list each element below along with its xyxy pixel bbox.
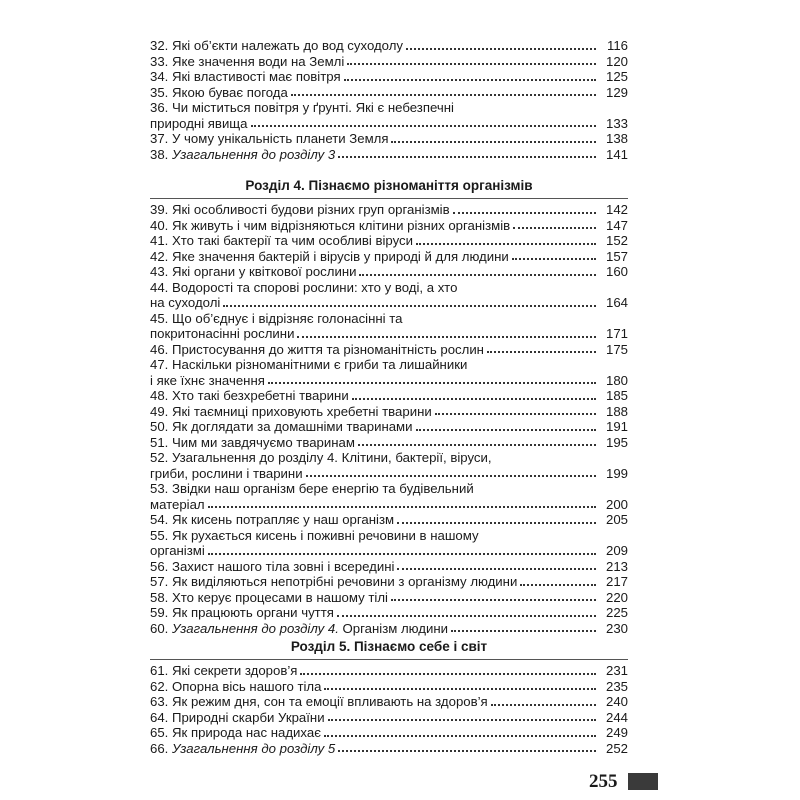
toc-entry-page-number: 133 xyxy=(605,115,628,131)
toc-entry-page-number: 200 xyxy=(605,496,628,512)
toc-entry-row xyxy=(150,54,628,70)
toc-entry-page-number: 175 xyxy=(605,341,628,357)
dot-leader xyxy=(291,94,596,96)
toc-entry-title-line1: 44. Водорості та спорові рослини: хто у воді, а хто xyxy=(150,279,458,295)
toc-entry[interactable] xyxy=(150,202,628,218)
dot-leader xyxy=(344,79,596,81)
toc-entry-page-number: 225 xyxy=(605,605,628,620)
dot-leader xyxy=(397,522,596,524)
dot-leader xyxy=(397,568,596,570)
toc-entry-italic-title: Узагальнення до розділу 3 xyxy=(172,146,336,162)
toc-entry-page-number: 205 xyxy=(605,512,628,527)
dot-leader xyxy=(208,506,596,508)
dot-leader xyxy=(347,63,596,65)
toc-entry-title: природні явища xyxy=(150,115,248,131)
toc-entry-page-number: 252 xyxy=(605,740,628,756)
toc-entry[interactable] xyxy=(150,679,628,695)
toc-entry-row xyxy=(150,342,628,358)
toc-entry-page-number: 220 xyxy=(605,589,628,605)
toc-entry-row xyxy=(150,388,628,404)
toc-entry-page-number: 213 xyxy=(605,558,628,574)
toc-entry[interactable] xyxy=(150,280,628,311)
dot-leader xyxy=(491,704,596,706)
toc-entry[interactable] xyxy=(150,710,628,726)
dot-leader xyxy=(487,351,596,353)
toc-entry-subtitle: Організм людини xyxy=(338,620,448,636)
toc-entry-title: 65. Як природа нас надихає xyxy=(150,725,321,740)
toc-entry-title: 40. Як живуть і чим відрізняються клітини різних організмів xyxy=(150,217,511,233)
toc-entry[interactable] xyxy=(150,574,628,590)
toc-entry-title: 39. Які особливості будови різних груп організмів xyxy=(150,202,450,217)
toc-entry-page-number: 231 xyxy=(605,663,628,678)
toc-entry[interactable] xyxy=(150,590,628,606)
toc-entry-page-number: 160 xyxy=(605,264,628,279)
toc-entry-page-number: 116 xyxy=(606,38,628,53)
dot-leader xyxy=(520,584,596,586)
dot-leader xyxy=(358,444,596,446)
toc-entry-title: гриби, рослини і тварини xyxy=(150,465,303,481)
toc-entry-title: 41. Хто такі бактерії та чим особливі віруси xyxy=(150,233,414,248)
toc-entry[interactable] xyxy=(150,147,628,163)
toc-entry-page-number: 120 xyxy=(605,53,628,69)
dot-leader xyxy=(391,141,596,143)
toc-entry-title: 32. Які об’єкти належать до вод суходолу xyxy=(150,38,404,53)
toc-entry-title: організмі xyxy=(150,543,205,558)
dot-leader xyxy=(416,429,597,431)
toc-entry-title: 35. Якою буває погода xyxy=(150,84,288,100)
toc-entry-page-number: 180 xyxy=(605,372,628,388)
toc-entry-row xyxy=(150,559,628,575)
toc-entry-title: матеріал xyxy=(150,496,205,512)
toc-entry[interactable] xyxy=(150,357,628,388)
toc-entry-row xyxy=(150,295,628,311)
dot-leader xyxy=(208,553,596,555)
toc-entry-title: 42. Яке значення бактерій і вірусів у природі й для людини xyxy=(150,248,509,264)
dot-leader xyxy=(435,413,596,415)
dot-leader xyxy=(391,599,596,601)
toc-entry-row xyxy=(150,249,628,265)
dot-leader xyxy=(513,227,596,229)
corner-thumb-tab xyxy=(628,773,658,790)
toc-entry-title: 49. Які таємниці приховують хребетні тварини xyxy=(150,403,432,419)
toc-entry-title: покритонасінні рослини xyxy=(150,326,295,341)
dot-leader xyxy=(324,735,596,737)
dot-leader xyxy=(352,398,596,400)
dot-leader xyxy=(338,750,596,752)
toc-entry-title-line1: 55. Як рухається кисень і поживні речовини в нашому xyxy=(150,527,479,543)
toc-entry-row xyxy=(150,326,628,342)
toc-entry[interactable] xyxy=(150,54,628,70)
toc-entry-title-line1: 53. Звідки наш організм бере енергію та будівельний xyxy=(150,481,474,496)
toc-entry-italic-title: Узагальнення до розділу 4. xyxy=(172,620,339,636)
dot-leader xyxy=(416,243,596,245)
toc-entry[interactable] xyxy=(150,388,628,404)
toc-entry-title: 34. Які властивості має повітря xyxy=(150,69,341,84)
toc-entry-page-number: 125 xyxy=(605,69,628,84)
toc-entry[interactable] xyxy=(150,741,628,757)
toc-entry-row xyxy=(150,264,628,280)
toc-entry-row xyxy=(150,621,628,637)
toc-entry[interactable] xyxy=(150,663,628,679)
dot-leader xyxy=(328,719,596,721)
toc-entry-number: 52. xyxy=(150,450,172,465)
toc-entry-italic-title: Узагальнення до розділу 4. xyxy=(172,450,338,465)
dot-leader xyxy=(338,156,596,158)
dot-leader xyxy=(453,212,596,214)
toc-entry-row xyxy=(150,419,628,435)
toc-entry-title: 59. Як працюють органи чуття xyxy=(150,605,334,620)
toc-entry-page-number: 164 xyxy=(605,295,628,310)
toc-entry-italic-title: Узагальнення до розділу 5 xyxy=(172,740,336,756)
toc-entry-row xyxy=(150,69,628,85)
toc-entry-page-number: 199 xyxy=(605,465,628,481)
toc-entry[interactable] xyxy=(150,249,628,265)
toc-entry[interactable] xyxy=(150,311,628,342)
toc-entry[interactable] xyxy=(150,528,628,559)
toc-entry[interactable] xyxy=(150,264,628,280)
toc-entry-row xyxy=(150,694,628,710)
toc-entry-row xyxy=(150,512,628,528)
section-5-heading: Розділ 5. Пізнаємо себе і світ xyxy=(290,639,488,654)
toc-entry-row xyxy=(150,605,628,621)
toc-entry-row xyxy=(150,725,628,741)
toc-entry-row xyxy=(150,202,628,218)
toc-entry-row xyxy=(150,147,628,163)
toc-entry[interactable] xyxy=(150,694,628,710)
toc-entry-title: 64. Природні скарби України xyxy=(150,709,325,725)
toc-entry-page-number: 244 xyxy=(605,709,628,725)
toc-entry[interactable] xyxy=(150,69,628,85)
toc-entry-page-number: 138 xyxy=(605,131,628,146)
toc-entry[interactable] xyxy=(150,605,628,621)
dot-leader xyxy=(223,305,596,307)
toc-entry-row xyxy=(150,679,628,695)
toc-entry-title: 48. Хто такі безхребетні тварини xyxy=(150,388,349,403)
page-number: 255 xyxy=(589,771,618,792)
toc-entry-title-line1 xyxy=(150,450,628,466)
toc-entry-row xyxy=(150,497,628,513)
toc-entry[interactable] xyxy=(150,559,628,575)
toc-entry-title xyxy=(150,147,335,163)
toc-entry-row xyxy=(150,85,628,101)
toc-entry[interactable] xyxy=(150,621,628,637)
toc-entry-title: 50. Як доглядати за домашніми тваринами xyxy=(150,419,413,434)
toc-entry-row xyxy=(150,38,628,54)
dot-leader xyxy=(251,125,597,127)
toc-entry-number: 66. xyxy=(150,740,172,756)
toc-entry-page-number: 171 xyxy=(605,326,628,341)
toc-entry-page-number: 147 xyxy=(605,217,628,233)
toc-entry-row xyxy=(150,543,628,559)
toc-entry-title: 57. Як виділяються непотрібні речовини з організму людини xyxy=(150,574,518,589)
toc-entry-row xyxy=(150,574,628,590)
section-4-heading: Розділ 4. Пізнаємо різноманіття організмів xyxy=(245,178,533,193)
toc-entry[interactable] xyxy=(150,435,628,451)
toc-entry-title: 61. Які секрети здоров’я xyxy=(150,663,298,678)
toc-entry[interactable] xyxy=(150,512,628,528)
toc-entry-page-number: 230 xyxy=(605,620,628,636)
toc-list-section5 xyxy=(150,663,628,756)
toc-entry-row xyxy=(150,466,628,482)
toc-entry-number: 60. xyxy=(150,620,172,636)
toc-entry-title: 56. Захист нашого тіла зовні і всередині xyxy=(150,558,395,574)
toc-entry-title: 62. Опорна вісь нашого тіла xyxy=(150,678,322,694)
toc-entry[interactable] xyxy=(150,481,628,512)
toc-entry-subtitle: Клітини, бактерії, віруси, xyxy=(337,450,492,465)
toc-entry[interactable] xyxy=(150,218,628,234)
dot-leader xyxy=(337,615,596,617)
dot-leader xyxy=(359,274,596,276)
toc-entry-row xyxy=(150,218,628,234)
toc-entry-title xyxy=(150,741,335,757)
toc-entry-page-number: 191 xyxy=(605,419,628,434)
toc-entry[interactable] xyxy=(150,100,628,131)
dot-leader xyxy=(512,258,596,260)
toc-entry-page-number: 249 xyxy=(605,725,628,740)
toc-entry-title: 37. У чому унікальність планети Земля xyxy=(150,131,389,146)
toc-entry-page-number: 188 xyxy=(605,403,628,419)
toc-entry-page-number: 152 xyxy=(605,233,628,248)
toc-entry-row xyxy=(150,590,628,606)
dot-leader xyxy=(268,382,596,384)
toc-entry-page-number: 195 xyxy=(605,434,628,450)
toc-entry-page-number: 129 xyxy=(605,84,628,100)
toc-entry-title xyxy=(150,621,448,637)
section-4-rule xyxy=(150,198,628,199)
toc-entry[interactable] xyxy=(150,342,628,358)
toc-entry-page-number: 185 xyxy=(605,388,628,403)
toc-entry[interactable] xyxy=(150,85,628,101)
toc-entry-row xyxy=(150,116,628,132)
toc-entry-page-number: 235 xyxy=(605,678,628,694)
toc-entry-page-number: 157 xyxy=(605,248,628,264)
dot-leader xyxy=(297,336,596,338)
toc-entry-page-number: 209 xyxy=(605,543,628,558)
toc-entry[interactable] xyxy=(150,38,628,54)
toc-entry-page-number: 141 xyxy=(605,146,628,162)
toc-entry-title: 51. Чим ми завдячуємо тваринам xyxy=(150,434,355,450)
toc-entry-title-line1: 47. Наскільки різноманітними є гриби та лишайники xyxy=(150,357,468,372)
dot-leader xyxy=(300,673,596,675)
dot-leader xyxy=(306,475,596,477)
toc-entry[interactable] xyxy=(150,131,628,147)
toc-entry-title-line1: 45. Що об’єднує і відрізняє голонасінні та xyxy=(150,310,403,326)
toc-entry[interactable] xyxy=(150,233,628,249)
toc-entry-row xyxy=(150,373,628,389)
toc-entry-row xyxy=(150,131,628,147)
toc-entry-row xyxy=(150,435,628,451)
toc-entry-title-line1: 36. Чи міститься повітря у ґрунті. Які є небезпечні xyxy=(150,100,454,115)
toc-entry-title: 33. Яке значення води на Землі xyxy=(150,53,345,69)
section-5-rule xyxy=(150,659,628,660)
toc-list-section4 xyxy=(150,202,628,636)
toc-entry-page-number: 240 xyxy=(605,694,628,709)
toc-entry-row xyxy=(150,404,628,420)
toc-entry-page-number: 217 xyxy=(605,574,628,589)
dot-leader xyxy=(451,630,596,632)
toc-entry-title: 46. Пристосування до життя та різноманітність рослин xyxy=(150,341,484,357)
dot-leader xyxy=(324,688,596,690)
toc-entry-title: 54. Як кисень потрапляє у наш організм xyxy=(150,512,395,527)
toc-entry-title: 58. Хто керує процесами в нашому тілі xyxy=(150,589,388,605)
toc-entry-title: 63. Як режим дня, сон та емоції впливають на здоров’я xyxy=(150,694,488,709)
toc-entry[interactable] xyxy=(150,404,628,420)
toc-entry-title: і яке їхнє значення xyxy=(150,372,265,388)
toc-entry-number: 38. xyxy=(150,146,172,162)
toc-entry-page-number: 142 xyxy=(605,202,628,217)
toc-entry-row xyxy=(150,663,628,679)
toc-entry-title: на суходолі xyxy=(150,295,221,310)
toc-entry-row xyxy=(150,741,628,757)
toc-entry[interactable] xyxy=(150,419,628,435)
toc-entry-row xyxy=(150,710,628,726)
toc-list-section3 xyxy=(150,38,628,162)
toc-entry-title: 43. Які органи у квіткової рослини xyxy=(150,264,357,279)
toc-entry-row xyxy=(150,233,628,249)
dot-leader xyxy=(406,48,596,50)
toc-entry[interactable] xyxy=(150,725,628,741)
toc-entry[interactable] xyxy=(150,450,628,481)
